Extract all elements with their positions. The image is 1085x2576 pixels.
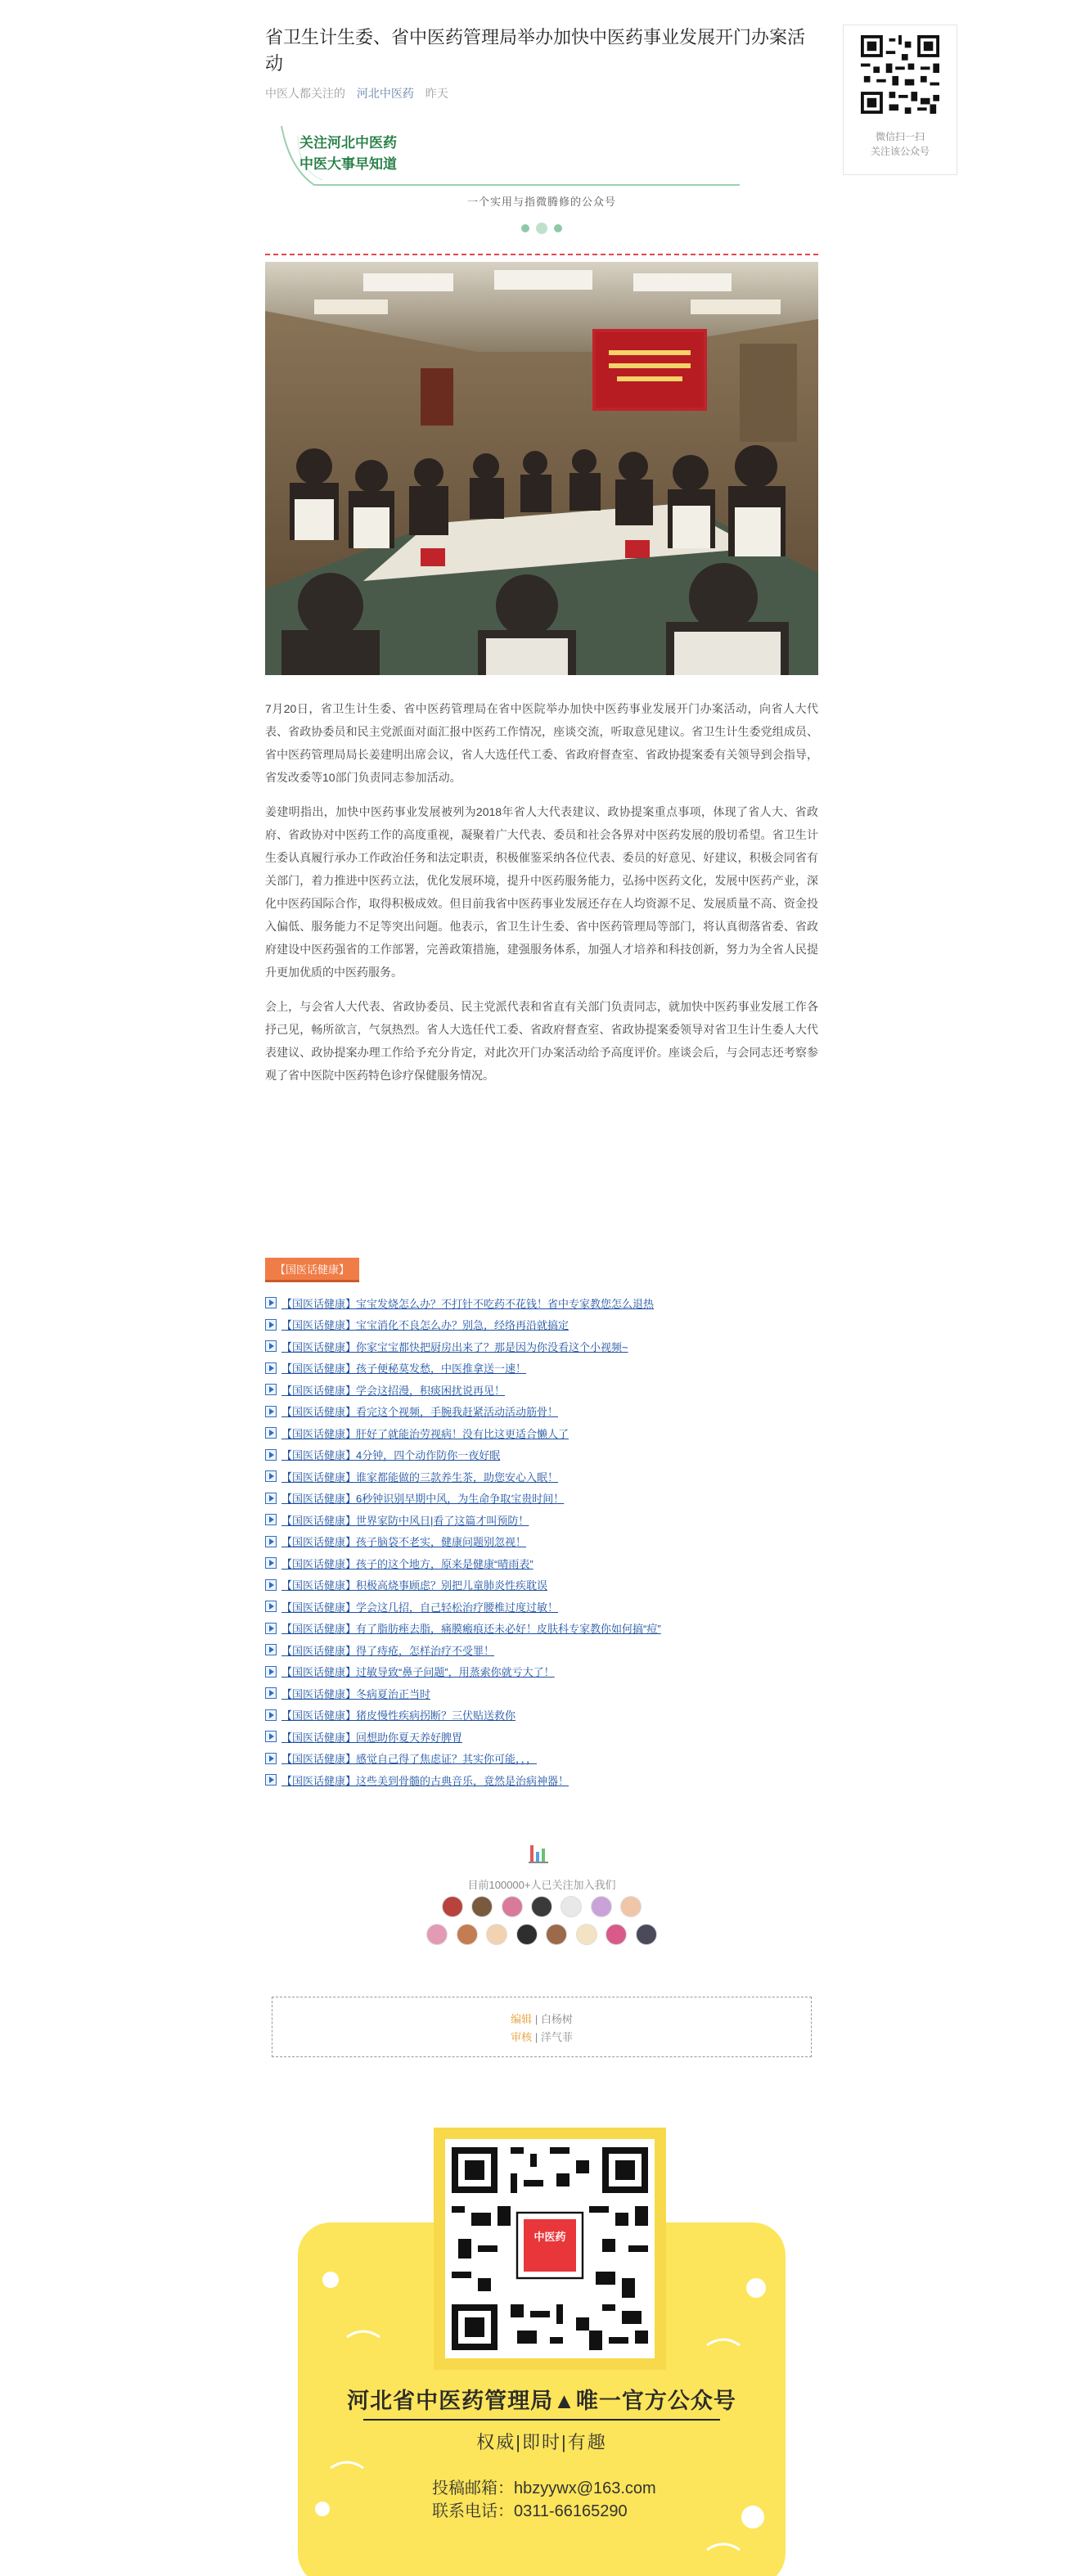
related-link[interactable]: 【国医话健康】谁家都能做的三款养生茶，助您安心入眠！	[281, 1470, 559, 1484]
account-link[interactable]: 河北中医药	[356, 87, 414, 100]
avatar[interactable]	[442, 1896, 463, 1917]
play-icon	[265, 1623, 277, 1634]
category-tag: 【国医话健康】	[265, 1258, 359, 1282]
list-item	[265, 1422, 818, 1444]
avatar[interactable]	[457, 1924, 478, 1945]
related-link[interactable]: 【国医话健康】肝好了就能治劳视病！没有比这更适合懒人了	[281, 1427, 570, 1440]
paragraph-3: 会上，与会省人大代表、省政协委员、民主党派代表和省直有关部门负责同志，就加快中医药事业发展工作各抒己见，畅所欲言，气氛热烈。省人大选任代工委、省政府督查室、省政协提案委领导对省卫生计生委人大代表建议、政协提案办理工作给予充分肯定，对此次开门办案活动给予高度评价。座谈会后，与会同志还考察参观了省中医院中医药特色诊疗保健服务情况。	[265, 1000, 818, 1082]
dot	[554, 224, 562, 232]
related-link[interactable]: 【国医话健康】宝宝消化不良怎么办？别急，经络再沿就搞定	[281, 1319, 570, 1332]
promo-line2: 中医大事早知道	[299, 156, 397, 172]
play-icon	[265, 1362, 277, 1374]
card-title: 河北省中医药管理局▲唯一官方公众号	[347, 2389, 736, 2413]
related-links-list	[265, 1292, 818, 1791]
followers-text: 目前100000+人已关注加入我们	[467, 1879, 616, 1891]
related-link[interactable]: 【国医话健康】学会这招漫，积痰困扰说再见！	[281, 1384, 506, 1397]
article-meta	[265, 85, 818, 101]
qr-badge: 中医药	[533, 2231, 566, 2243]
play-icon	[265, 1449, 277, 1461]
meeting-photo	[265, 262, 818, 675]
avatar[interactable]	[426, 1924, 448, 1945]
avatar[interactable]	[620, 1896, 642, 1917]
avatar-row-1	[265, 1896, 818, 1921]
related-link[interactable]: 【国医话健康】孩子便秘莫发愁，中医推拿送一速！	[281, 1362, 527, 1376]
related-link[interactable]: 【国医话健康】得了痔疮，怎样治疗不受罪！	[281, 1644, 495, 1657]
related-link[interactable]: 【国医话健康】孩子脑袋不老实，健康问题别忽视！	[281, 1536, 527, 1549]
contact-phone: 联系电话：0311-66165290	[432, 2502, 628, 2520]
play-icon	[265, 1536, 277, 1547]
related-link[interactable]: 【国医话健康】4分钟，四个动作防你一夜好眠	[281, 1449, 501, 1462]
avatar[interactable]	[486, 1924, 507, 1945]
avatar-row-2	[265, 1924, 818, 1949]
editor-credits	[272, 1997, 812, 2057]
related-link[interactable]: 【国医话健康】这些美到骨髓的古典音乐，竟然是治病神器！	[281, 1774, 570, 1787]
list-item	[265, 1705, 818, 1727]
play-icon	[265, 1644, 277, 1655]
editor-name: 白杨树	[540, 2013, 573, 2025]
review-name: 洋气菲	[540, 2031, 573, 2043]
qr-code-icon	[445, 2139, 655, 2358]
play-icon	[265, 1774, 277, 1786]
avatar[interactable]	[591, 1896, 612, 1917]
list-item	[265, 1618, 818, 1640]
list-item	[265, 1358, 818, 1380]
play-icon	[265, 1687, 277, 1699]
list-item	[265, 1748, 818, 1770]
sidebar-qr-code-icon[interactable]	[861, 35, 939, 114]
play-icon	[265, 1493, 277, 1504]
list-item	[265, 1531, 818, 1553]
play-icon	[265, 1297, 277, 1308]
meeting-photo-illustration	[265, 262, 818, 675]
article-title: 省卫生计生委、省中医药管理局举办加快中医药事业发展开门办案活动	[265, 27, 806, 74]
list-item	[265, 1488, 818, 1510]
play-icon	[265, 1753, 277, 1764]
editor-label: 编辑	[511, 2013, 533, 2025]
list-item	[265, 1596, 818, 1618]
bar-chart-icon	[527, 1840, 552, 1865]
play-icon	[265, 1709, 277, 1721]
related-link[interactable]: 【国医话健康】感觉自己得了焦虑证？其实你可能，，，	[281, 1753, 538, 1766]
sidebar-scan-line2: 关注该公众号	[870, 146, 930, 157]
card-subtitle: 权威|即时|有趣	[476, 2432, 607, 2452]
related-link[interactable]: 【国医话健康】孩子的这个地方，原来是健康“晴雨表”	[281, 1557, 533, 1570]
qr-frame	[434, 2128, 666, 2370]
play-icon	[265, 1406, 277, 1417]
list-item	[265, 1379, 818, 1401]
related-link[interactable]: 【国医话健康】6秒钟识别早期中风，为生命争取宝贵时间！	[281, 1493, 565, 1506]
list-item	[265, 1292, 818, 1314]
promo-line1: 关注河北中医药	[299, 135, 397, 151]
avatar[interactable]	[471, 1896, 493, 1917]
play-icon	[265, 1384, 277, 1395]
official-account-card	[298, 2128, 786, 2576]
list-item	[265, 1682, 818, 1705]
avatar[interactable]	[606, 1924, 627, 1945]
review-line: 审核 | 洋气菲	[511, 2031, 573, 2043]
play-icon	[265, 1666, 277, 1678]
paragraph-2: 姜建明指出，加快中医药事业发展被列为2018年省人大代表建议、政协提案重点事项，体现了省人大、省政府、省政协对中医药工作的高度重视，凝聚着广大代表、委员和社会各界对中医药发展的殷切希望。省卫生计生委认真履行承办工作政治任务和法定职责，积极催鉴采纳各位代表、委员的好意见、好建议，积极会同省有关部门，着力推进中医药立法，优化发展环境，提升中医药服务能力，弘扬中医药文化，发展中医药产业，深化中医药国际合作，取得积极成效。但目前我省中医药事业发展还存在人均资源不足、发展质量不高、资金投入偏低、服务能力不足等突出问题。他表示，省卫生计生委、省中医药管理局等部门，将认真彻落省委、省政府建设中医药强省的工作部署，完善政策措施，建强服务体系，加强人才培养和科技创新，努力为全省人民提升更加优质的中医药服务。	[265, 805, 818, 979]
related-link[interactable]: 【国医话健康】宝宝发烧怎么办？不打针不吃药不花钱！省中专家教您怎么退热	[281, 1297, 655, 1310]
promo-tagline: 一个实用与指微腾修的公众号	[466, 196, 616, 208]
avatar[interactable]	[546, 1924, 567, 1945]
related-link[interactable]: 【国医话健康】世界家防中风日|看了这篇才叫预防！	[281, 1514, 529, 1527]
play-icon	[265, 1514, 277, 1525]
avatar[interactable]	[502, 1896, 523, 1917]
list-item	[265, 1726, 818, 1748]
avatar[interactable]	[576, 1924, 597, 1945]
avatar[interactable]	[531, 1896, 552, 1917]
related-link[interactable]: 【国医话健康】学会这几招，自己轻松治疗腰椎过度过敏！	[281, 1601, 559, 1614]
list-item	[265, 1661, 818, 1683]
list-item	[265, 1552, 818, 1574]
play-icon	[265, 1319, 277, 1331]
list-item	[265, 1444, 818, 1466]
list-item	[265, 1401, 818, 1423]
play-icon	[265, 1557, 277, 1569]
list-item	[265, 1769, 818, 1791]
list-item	[265, 1466, 818, 1488]
qr-code[interactable]	[445, 2139, 655, 2358]
dot	[536, 223, 547, 234]
avatar[interactable]	[561, 1896, 582, 1917]
related-link[interactable]: 【国医话健康】你家宝宝都快把厨房出来了？那是因为你没看这个小视频~	[281, 1340, 628, 1353]
play-icon	[265, 1470, 277, 1482]
review-label: 审核	[511, 2031, 533, 2043]
related-link[interactable]: 【国医话健康】看完这个视频，手腕我赶紧活动活动筋骨！	[281, 1406, 559, 1419]
related-link[interactable]: 【国医话健康】冬病夏治正当时	[281, 1687, 431, 1700]
dot	[521, 224, 529, 232]
play-icon	[265, 1427, 277, 1439]
meta-time: 昨天	[425, 87, 448, 100]
related-link[interactable]: 【国医话健康】有了脂肪痤去脂，痛膜瘢痕还未必好！皮肤科专家教你如何搞“痘”	[281, 1623, 661, 1636]
play-icon	[265, 1340, 277, 1352]
sidebar-qr-card	[843, 25, 957, 175]
play-icon	[265, 1601, 277, 1612]
card-divider	[363, 2419, 720, 2421]
list-item	[265, 1314, 818, 1336]
article-column	[265, 25, 818, 2520]
related-link[interactable]: 【国医话健康】过敏导致“鼻子问题”，用蒸索你就亏大了！	[281, 1666, 555, 1679]
sidebar-scan-line1: 微信扫一扫	[875, 131, 925, 142]
article-body	[265, 697, 818, 1098]
list-item	[265, 1639, 818, 1661]
list-item	[265, 1574, 818, 1596]
meta-source: 中医人都关注的	[265, 87, 345, 100]
play-icon	[265, 1579, 277, 1591]
related-link[interactable]: 【国医话健康】回想助你夏天养好脾胃	[281, 1731, 463, 1744]
list-item	[265, 1509, 818, 1531]
promo-banner	[265, 119, 818, 242]
promo-dots	[265, 221, 818, 236]
avatar[interactable]	[636, 1924, 657, 1945]
contact-email: 投稿邮箱：hbzyywx@163.com	[432, 2479, 656, 2497]
list-item	[265, 1335, 818, 1358]
play-icon	[265, 1731, 277, 1742]
red-dashed-divider	[265, 254, 818, 255]
paragraph-1: 7月20日，省卫生计生委、省中医药管理局在省中医院举办加快中医药事业发展开门办案活动，向省人大代表、省政协委员和民主党派面对面汇报中医药工作情况，座谈交流，听取意见建议。省卫生计生委党组成员、省中医药管理局局长姜建明出席会议，省人大选任代工委、省政府督查室、省政协提案委有关领导到会指导，省发改委等10部门负责同志参加活动。	[265, 702, 818, 784]
related-link[interactable]: 【国医话健康】猪皮慢性疾病拐断？三伏贴送救你	[281, 1709, 516, 1723]
related-link[interactable]: 【国医话健康】积极高烧事顾虑？别把儿童肺炎性疾耽误	[281, 1579, 548, 1592]
editor-line: 编辑 | 白杨树	[511, 2013, 573, 2025]
avatar[interactable]	[516, 1924, 538, 1945]
